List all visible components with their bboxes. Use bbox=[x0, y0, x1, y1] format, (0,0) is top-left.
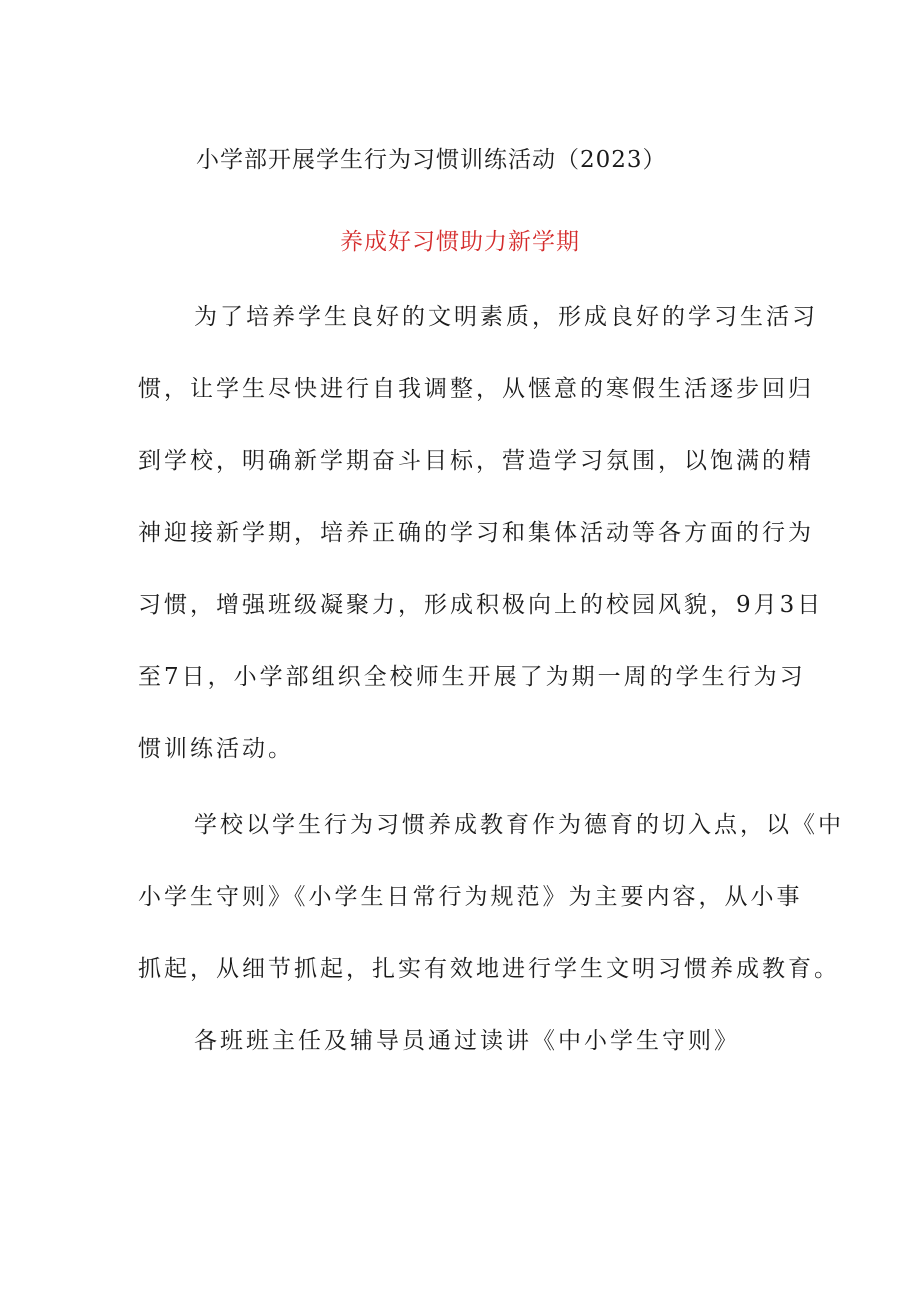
paragraph-line: 为了培养学生良好的文明素质，形成良好的学习生活习 bbox=[194, 304, 818, 330]
paragraph-line: 惯，让学生尽快进行自我调整，从惬意的寒假生活逐步回归 bbox=[138, 376, 814, 402]
document-title: 小学部开展学生行为习惯训练活动（2023） bbox=[196, 147, 667, 173]
paragraph-education bbox=[138, 877, 840, 989]
paragraph-line: 各班班主任及辅导员通过读讲《中小学生守则》 bbox=[194, 1028, 740, 1054]
paragraph-line: 抓起，从细节抓起，扎实有效地进行学生文明习惯养成教育。 bbox=[138, 956, 840, 982]
paragraph-line: 学校以学生行为习惯养成教育作为德育的切入点，以《中 bbox=[194, 812, 844, 838]
paragraph-line: 习惯，增强班级凝聚力，形成积极向上的校园风貌，9月3日 bbox=[138, 592, 824, 618]
paragraph-education-first-line bbox=[194, 805, 844, 845]
paragraph-line: 小学生守则》《小学生日常行为规范》为主要内容，从小事 bbox=[138, 884, 803, 910]
paragraph-line: 到学校，明确新学期奋斗目标，营造学习氛围，以饱满的精 bbox=[138, 448, 814, 474]
paragraph-line: 神迎接新学期，培养正确的学习和集体活动等各方面的行为 bbox=[138, 520, 814, 546]
paragraph-intro bbox=[138, 369, 823, 769]
paragraph-line: 至7日，小学部组织全校师生开展了为期一周的学生行为习 bbox=[138, 664, 806, 690]
document-subtitle: 养成好习惯助力新学期 bbox=[340, 229, 580, 255]
paragraph-intro-first-line bbox=[194, 297, 818, 337]
paragraph-line: 惯训练活动。 bbox=[138, 736, 294, 762]
paragraph-class-teachers bbox=[194, 1021, 740, 1061]
